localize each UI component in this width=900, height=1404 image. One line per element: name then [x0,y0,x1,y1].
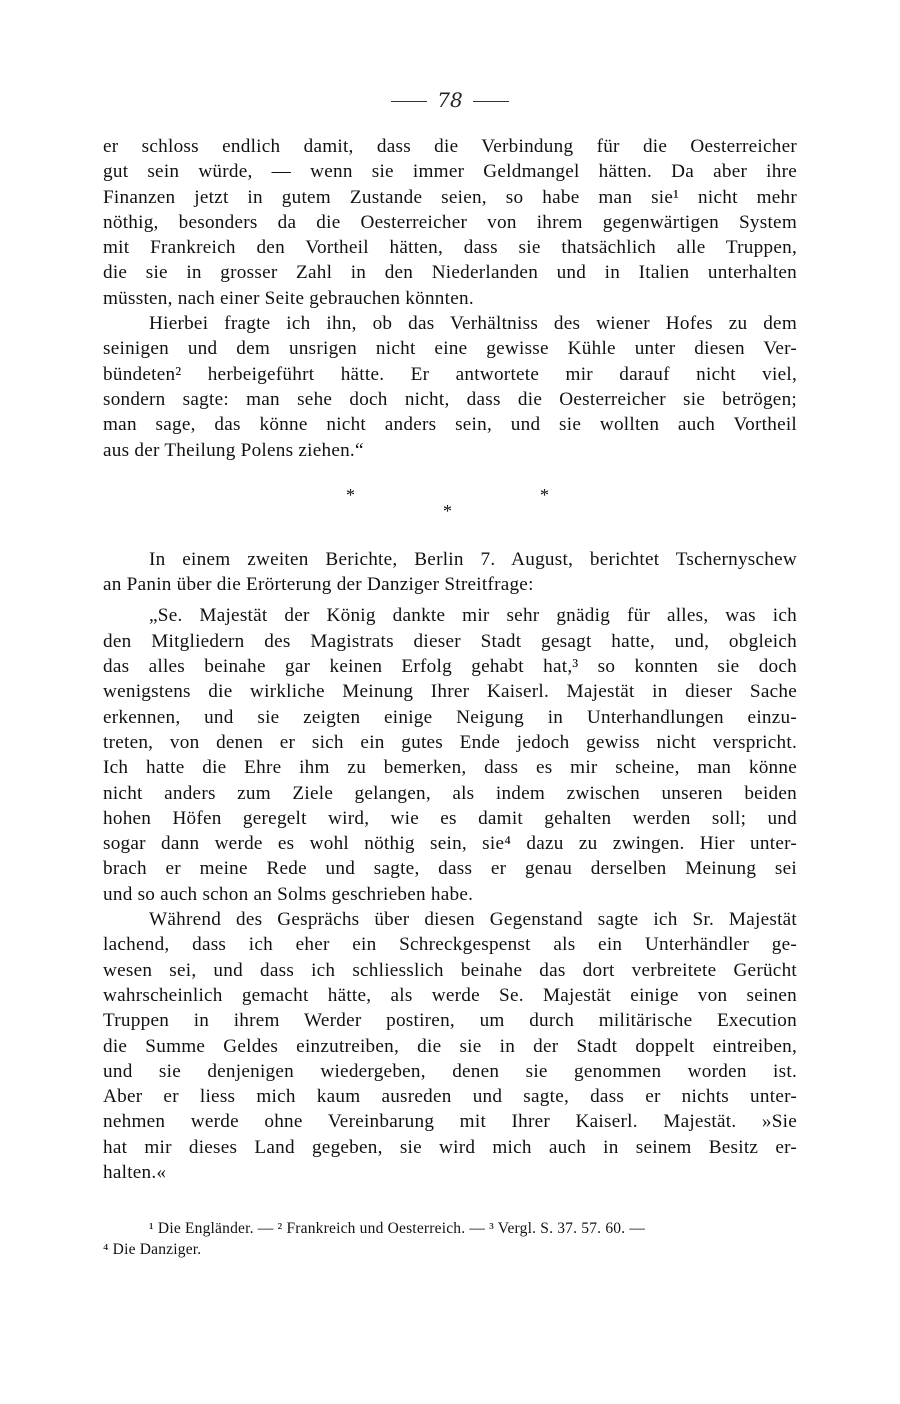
text-line: aus der Theilung Polens ziehen.“ [103,439,364,461]
page-header [0,88,900,112]
paragraph [103,547,797,598]
text-line: In einem zweiten Berichte, Berlin 7. August, berichtet Tschernyschew [149,548,797,570]
text-line: den Mitgliedern des Magistrats dieser Stadt gesagt hatte, und, obgleich [103,630,797,652]
page-number: 78 [437,88,463,112]
text-line: die sie in grosser Zahl in den Niederlanden und in Italien unterhalten [103,262,797,284]
text-line: er schloss endlich damit, dass die Verbindung für die Oesterreicher [103,136,797,157]
section-separator [103,463,797,547]
text-line: und so auch schon an Solms geschrieben habe. [103,883,474,905]
text-line: nehmen werde ohne Vereinbarung mit Ihrer Kaiserl. Majestät. »Sie [103,1111,797,1133]
text-line: die Summe Geldes einzutreiben, die sie in der Stadt doppelt eintreiben, [103,1035,797,1057]
text-line: müssten, nach einer Seite gebrauchen könnten. [103,287,474,309]
text-line: bündeten² herbeigeführt hätte. Er antwortete mir darauf nicht viel, [103,363,797,385]
footnote-line: ⁴ Die Danziger. [103,1241,202,1258]
text-line: „Se. Majestät der König dankte mir sehr gnädig für alles, was ich [149,605,797,627]
separator-star: * [540,484,550,505]
paragraph [103,311,797,463]
text-line: wahrscheinlich gemacht hätte, als werde Se. Majestät einige von seinen [103,984,797,1006]
text-line: und sie denjenigen wiedergeben, denen sie genommen worden ist. [103,1060,797,1082]
separator-star: * [346,484,356,505]
text-line: hat mir dieses Land gegeben, sie wird mich auch in seinem Besitz er- [103,1136,797,1158]
separator-star: * [443,500,453,521]
text-line: gut sein würde, — wenn sie immer Geldmangel hätten. Da aber ihre [103,161,797,183]
text-line: sogar dann werde es wohl nöthig sein, sie⁴ dazu zu zwingen. Hier unter- [103,833,797,855]
footnote-line: ¹ Die Engländer. — ² Frankreich und Oesterreich. — ³ Vergl. S. 37. 57. 60. — [149,1220,646,1237]
text-line: hohen Höfen geregelt wird, wie es damit gehalten werden soll; und [103,807,797,829]
text-line: nöthig, besonders da die Oesterreicher von ihrem gegenwärtigen System [103,211,797,233]
text-line: das alles beinahe gar keinen Erfolg gehabt hat,³ so konnten sie doch [103,656,797,678]
body-text [103,134,797,1185]
text-line: Während des Gesprächs über diesen Gegenstand sagte ich Sr. Majestät [149,909,797,931]
text-line: Truppen in ihrem Werder postiren, um durch militärische Execution [103,1010,797,1032]
header-rule-left [391,101,427,102]
text-line: erkennen, und sie zeigten einige Neigung in Unterhandlungen einzu- [103,706,797,728]
text-line: brach er meine Rede und sagte, dass er genau derselben Meinung sei [103,858,797,880]
paragraph [103,907,797,1185]
text-line: wenigstens die wirkliche Meinung Ihrer Kaiserl. Majestät in dieser Sache [103,681,797,703]
text-line: an Panin über die Erörterung der Danziger Streitfrage: [103,574,534,596]
header-rule-right [473,101,509,102]
text-line: seinigen und dem unsrigen nicht eine gewisse Kühle unter diesen Ver- [103,338,797,360]
text-line: nicht anders zum Ziele gelangen, als indem zwischen unseren beiden [103,782,797,804]
text-line: Finanzen jetzt in gutem Zustande seien, so habe man sie¹ nicht mehr [103,186,797,208]
text-line: lachend, dass ich eher ein Schreckgespenst als ein Unterhändler ge- [103,934,797,956]
text-line: halten.« [103,1161,167,1183]
text-line: Aber er liess mich kaum ausreden und sagte, dass er nichts unter- [103,1086,797,1108]
text-line: mit Frankreich den Vortheil hätten, dass sie thatsächlich alle Truppen, [103,237,797,259]
text-line: Hierbei fragte ich ihn, ob das Verhältniss des wiener Hofes zu dem [149,313,797,335]
paragraph [103,134,797,311]
footnotes [103,1218,797,1260]
text-line: treten, von denen er sich ein gutes Ende jedoch gewiss nicht verspricht. [103,731,797,753]
text-line: sondern sagte: man sehe doch nicht, dass die Oesterreicher sie betrögen; [103,388,797,410]
paragraph [103,603,797,907]
text-line: man sage, das könne nicht anders sein, und sie wollten auch Vortheil [103,414,797,436]
text-line: Ich hatte die Ehre ihm zu bemerken, dass es mir scheine, man könne [103,757,797,779]
text-line: wesen sei, und dass ich schliesslich beinahe das dort verbreitete Gerücht [103,959,797,981]
